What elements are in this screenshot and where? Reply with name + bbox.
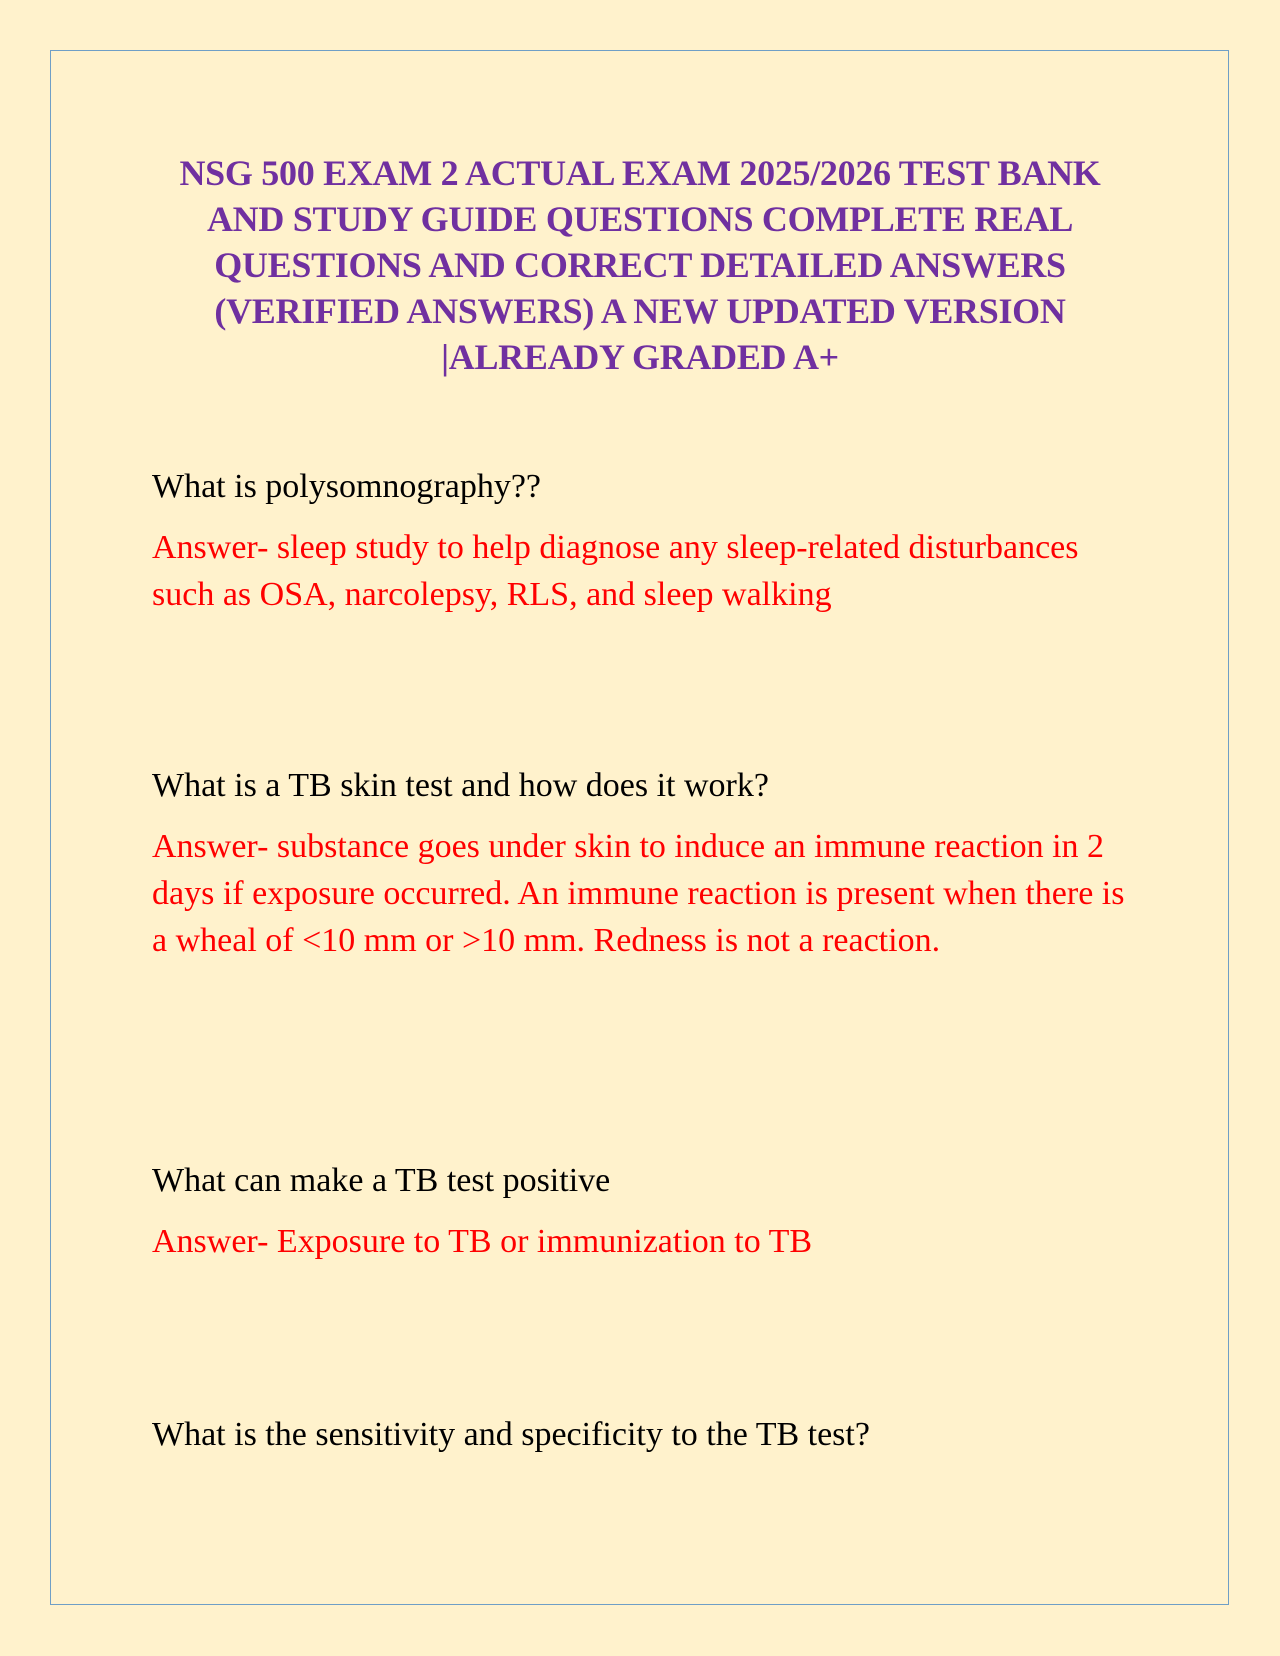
document-title: NSG 500 EXAM 2 ACTUAL EXAM 2025/2026 TEST BANK AND STUDY GUIDE QUESTIONS COMPLETE REAL QUESTIONS AND CORRECT DETAILED ANSWERS (VERIFIED ANSWERS) A NEW UPDATED VERSION |ALREADY GRADED A+ [179, 153, 1101, 377]
answer-text: Answer- sleep study to help diagnose any sleep-related disturbances such as OSA, narcolepsy, RLS, and sleep walking [152, 529, 1079, 613]
qa-item [152, 1412, 1142, 1458]
question-text: What is a TB skin test and how does it work? [152, 767, 769, 804]
answer-text: Answer- Exposure to TB or immunization to TB [152, 1223, 813, 1260]
qa-item [152, 1158, 1142, 1265]
qa-item [152, 464, 1142, 618]
question-text: What is the sensitivity and specificity to the TB test? [152, 1416, 870, 1453]
question-text: What can make a TB test positive [152, 1162, 611, 1199]
answer-text: Answer- substance goes under skin to induce an immune reaction in 2 days if exposure occurred. An immune reaction is present when there is a wheal of <10 mm or >10 mm. Redness is not a reaction. [152, 828, 1125, 959]
qa-item [152, 763, 1142, 964]
question-text: What is polysomnography?? [152, 468, 542, 505]
